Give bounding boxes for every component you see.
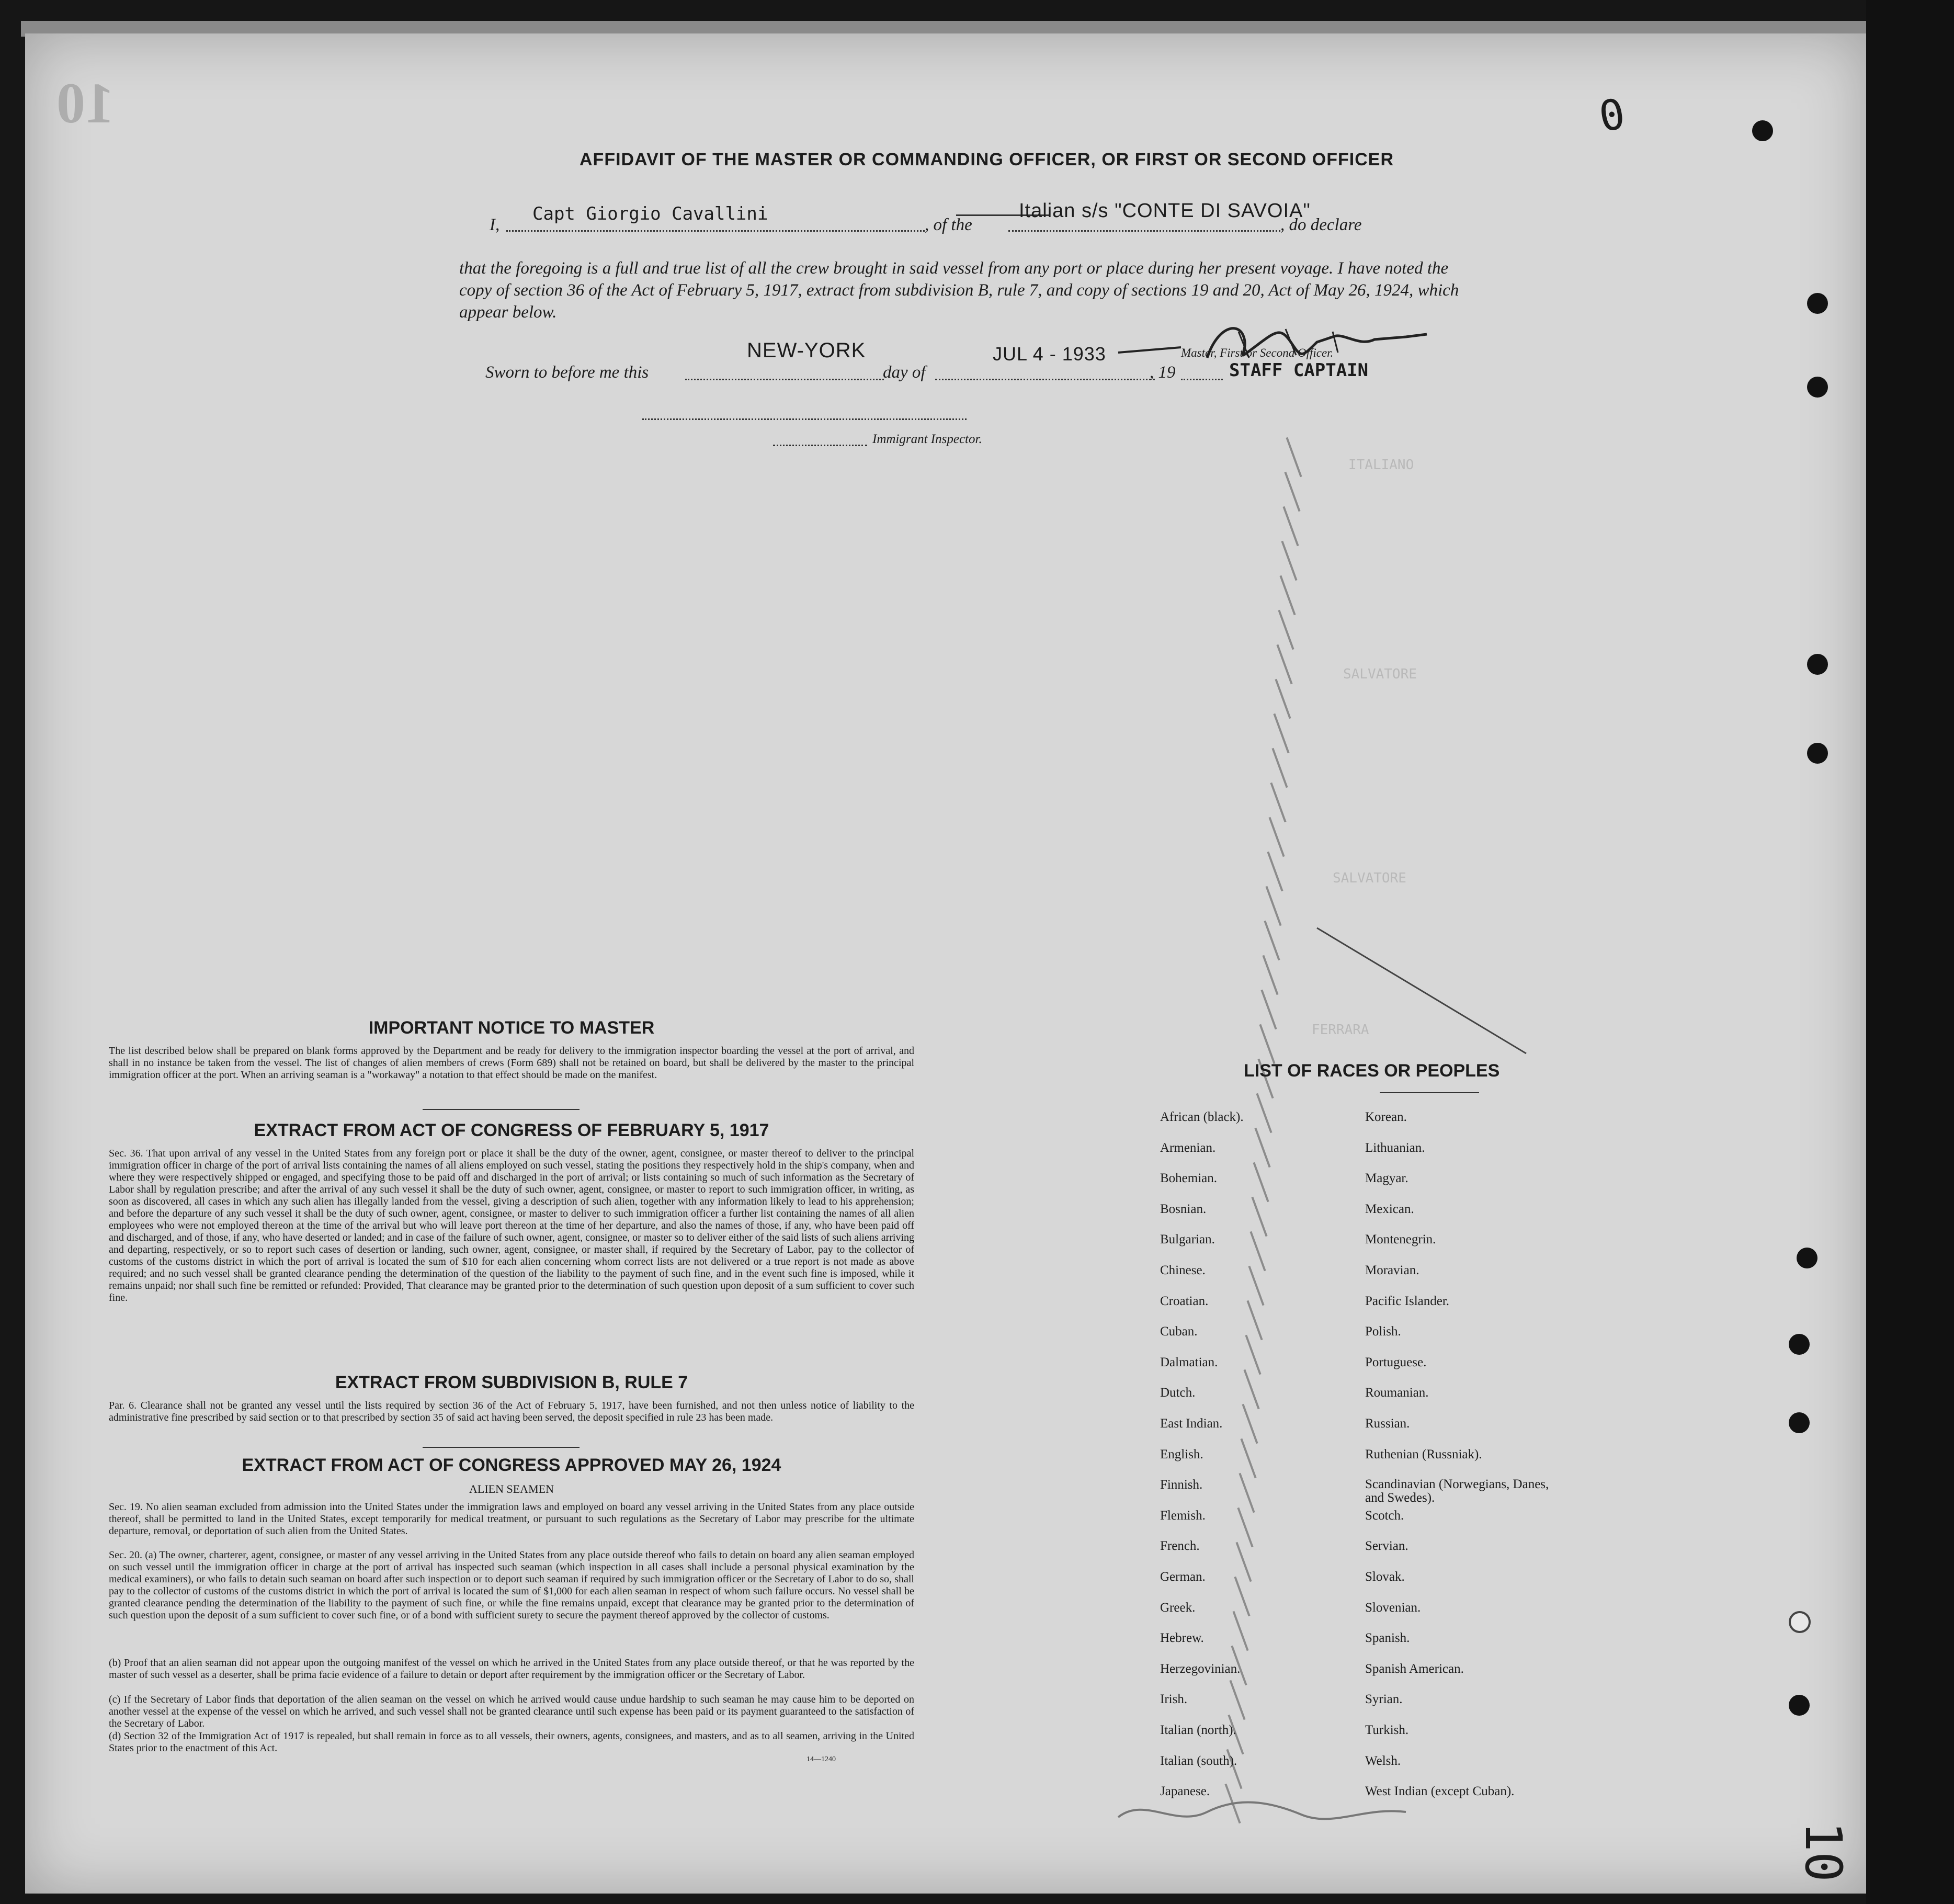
tally-stroke: [1282, 506, 1299, 547]
race-item: Mexican.: [1365, 1202, 1414, 1216]
tally-stroke: [1242, 1404, 1258, 1444]
tally-stroke: [1253, 1162, 1269, 1203]
race-item: Greek.: [1160, 1600, 1196, 1615]
tally-stroke: [1246, 1300, 1263, 1341]
tally-stroke: [1234, 1577, 1250, 1617]
extract-1917-heading: EXTRACT FROM ACT OF CONGRESS OF FEBRUARY 5, 1917: [254, 1120, 769, 1140]
race-item: Russian.: [1365, 1416, 1410, 1431]
race-item: Ruthenian (Russniak).: [1365, 1447, 1482, 1461]
rule7-rule: [423, 1447, 580, 1448]
race-item: Bosnian.: [1160, 1202, 1207, 1216]
race-item: Slovenian.: [1365, 1600, 1421, 1615]
sec20a-text: Sec. 20. (a) The owner, charterer, agent, consignee, or master of any vessel arriving in the United States from any place outside thereof who fails to detain on board any alien seaman employed on such vessel until the immigration officer in charge at the port of arrival has inspected such seaman (which inspection in all cases shall include a personal physical examination by the medical examiners), or who fails to detain such seaman on board after such inspection or to deport such seaman if required by such immigration officer or the Secretary of Labor to do so, shall pay to the collector of customs of the customs district in which the port of arrival is located the sum of $1,000 for each alien seaman in respect of whom such failure occurs. No vessel shall be granted clearance pending the determination of the liability to the payment of such fine, or while the fine remains unpaid, except that clearance may be granted prior to the determination of such question upon the deposit of a sum sufficient to cover such fine, or of a bond with sufficient surety to secure the payment thereof approved by the collector of customs.: [109, 1549, 914, 1621]
sec20b-text: (b) Proof that an alien seaman did not appear upon the outgoing manifest of the vessel on which he arrived in the United States from any place outside thereof, or that he was reported by the master of such vessel as a deserter, shall be prima facie evidence of a failure to detain or deport after requirement by the immigration officer or the Secretary of Labor.: [109, 1657, 914, 1681]
tally-stroke: [1235, 1542, 1252, 1582]
race-item: Herzegovinian.: [1160, 1661, 1241, 1676]
sworn-place: NEW-YORK: [747, 339, 866, 362]
year-label: , 19: [1150, 363, 1176, 382]
tally-stroke: [1278, 610, 1294, 650]
tally-stroke: [1264, 921, 1280, 961]
race-item: Montenegrin.: [1365, 1232, 1436, 1247]
tally-stroke: [1232, 1611, 1248, 1651]
tally-stroke: [1270, 783, 1286, 823]
race-item: Bohemian.: [1160, 1171, 1218, 1186]
tally-stroke: [1273, 713, 1289, 754]
sec19-text: Sec. 19. No alien seaman excluded from admission into the United States under the immigration laws and employed on board any vessel arriving in the United States from any place outside thereof, shall be permitted to land in the United States, except temporarily for medical treatment, or pursuant to such regulations as the Secretary of Labor may prescribe for the ultimate departure, removal, or deportation of such alien from the United States.: [109, 1501, 914, 1537]
race-item: German.: [1160, 1570, 1206, 1584]
race-item: Spanish.: [1365, 1631, 1410, 1646]
tally-stroke: [1265, 886, 1281, 926]
race-item: Korean.: [1365, 1110, 1407, 1124]
tally-stroke: [1279, 575, 1296, 616]
tally-stroke: [1243, 1369, 1259, 1410]
signature-caption: Master, First or Second Officer.: [1181, 346, 1334, 359]
scan-right-border: [1866, 0, 1954, 1904]
race-item: Cuban.: [1160, 1324, 1198, 1339]
race-item: Turkish.: [1365, 1723, 1409, 1737]
race-item: East Indian.: [1160, 1416, 1223, 1431]
race-item: Irish.: [1160, 1692, 1188, 1707]
sworn-date: JUL 4 - 1933: [993, 343, 1106, 365]
sec20c-text: (c) If the Secretary of Labor finds that deportation of the alien seaman on the vessel on which he arrived would cause undue hardship to such seaman he may cause him to be deported on another vessel at the expense of the vessel on which he arrived, and such vessel shall not be granted clearance until such expense has been paid or its payment guaranteed to the satisfaction of the Secretary of Labor.: [109, 1694, 914, 1729]
race-item: Polish.: [1365, 1324, 1401, 1339]
tally-stroke: [1262, 955, 1278, 995]
races-heading: LIST OF RACES OR PEOPLES: [1244, 1061, 1500, 1081]
year-line: [1181, 379, 1223, 380]
race-item: Italian (north).: [1160, 1723, 1236, 1737]
extract-rule7-heading: EXTRACT FROM SUBDIVISION B, RULE 7: [335, 1373, 688, 1392]
race-item: Slovak.: [1365, 1570, 1405, 1584]
race-item: Dutch.: [1160, 1386, 1196, 1400]
binder-hole: [1752, 120, 1773, 141]
binder-hole: [1807, 743, 1828, 764]
race-item: Magyar.: [1365, 1171, 1408, 1186]
manifest-page: 10 AFFIDAVIT OF THE MASTER OR COMMANDING OFFICER, OR FIRST OR SECOND OFFICER I, Capt Giorgio Cavallini , of the Italian s/s "CONTE DI SAVOIA" , do declare that the foregoing is a full and true list of all the crew brought in said vessel from any port or place during her present voyage. I have noted the copy of section 36 of the Act of February 5, 1917, extract from subdivision B, rule 7, and copy of sections 19 and 20, Act of May 26, 1924, which appear below. Sworn to before me this NEW-YORK day of JUL 4 - 1933 , 19 Master, First or Second Officer. STAFF CAPTAIN Immigrant Inspector. ITALIANO SALVATORE SALVATORE FERRARA IMPORTANT NOTICE TO MASTER The list described below shall be prepared on blank forms approved by the Department and be ready for delivery to the immigration inspector boarding the vessel at the port of arrival, and shall in no instance be taken from the vessel. The list of changes of alien members of crews (Form 689) shall not be retained on board, but shall be delivered by the master to the principal immigration officer at the port. When an arriving seaman is a "workaway" a notation to that effect should be made on the manifest. EXTRACT FROM ACT OF CONGRESS OF FEBRUARY 5, 1917 Sec. 36. That upon arrival of any vessel in the United States from any foreign port or place it shall be the duty of the owner, agent, consignee, or master thereof to deliver to the principal immigration officer in charge of the port of arrival lists containing the names of all aliens employed on such vessel, stating the positions they respectively hold in the ship's company, when and where they were respectively shipped or engaged, and specifying those to be paid off and discharged in the port of arrival; or lists containing so much of such information as the Secretary of Labor shall by regulation prescribe; and after the arrival of any such vessel it shall be the duty of such owner, agent, consignee, or master to report to such immigration officer, in writing, as soon as discovered, all cases in which any such alien has illegally landed from the vessel, giving a description of such alien, together with any information likely to lead to his apprehension; and before the departure of any such vessel it shall be the duty of such owner, agent, consignee, or master to deliver to such immigration officer a further list containing the names of all alien employees who were not employed thereon at the time of the arrival but who will leave port thereon at the time of her departure, and also the names of those, if any, who have been paid off and discharged, and of those, if any, who have deserted or landed; and in case of the failure of such owner, agent, consignee, or master so to deliver either of the said lists of such aliens arriving and departing, respectively, or so to report such cases of desertion or landing, such owner, agent, consignee, or master shall, if required by the Secretary of Labor, pay to the collector of customs of the customs district in which the port of arrival is located the sum of $10 for each alien concerning whom correct lists are not delivered or a true report is not made as above required; and no such vessel shall be granted clearance pending the determination of the question of the liability to the payment of such fine, and in the event such fine is imposed, while it remains unpaid; nor shall such fine be remitted or refunded: Provided, That clearance may be granted prior to the determination of such question upon deposit of a sum sufficient to cover such fine. EXTRACT FROM SUBDIVISION B, RULE 7 Par. 6. Clearance shall not be granted any vessel until the lists required by section 36 of the Act of February 5, 1917, have been furnished, and not then unless notice of liability to the administrative fine prescribed by said section or to that prescribed by section 35 of said act having been served, the deposit specified in rule 23 has been made. EXTRACT FROM ACT OF CONGRESS APPROVED MAY 26, 1924 ALIEN SEAMEN Sec. 19. No alien seaman excluded from admission into the United States under the immigration laws and employed on board any vessel arriving in the United States from any place outside thereof, shall be permitted to land in the United States, except temporarily for medical treatment, or pursuant to such regulations as the Secretary of Labor may prescribe for the ultimate departure, removal, or deportation of such alien from the United States. Sec. 20. (a) The owner, charterer, agent, consignee, or master of any vessel arriving in the United States from any place outside thereof who fails to detain on board any alien seaman employed on such vessel until the immigration officer in charge at the port of arrival has inspected such seaman (which inspection in all cases shall include a personal physical examination by the medical examiners), or who fails to detain such seaman on board after such inspection or to deport such seaman if required by such immigration officer or the Secretary of Labor to do so, shall pay to the collector of customs of the customs district in which the port of arrival is located the sum of $1,000 for each alien seaman in respect of whom such failure occurs. No vessel shall be granted clearance pending the determination of the liability to the payment of such fine, or while the fine remains unpaid, except that clearance may be granted prior to the determination of such question upon the deposit of a sum sufficient to cover such fine, or of a bond with sufficient surety to secure the payment thereof approved by the collector of customs. (b) Proof that an alien seaman did not appear upon the outgoing manifest of the vessel on which he arrived in the United States from any place outside thereof, or that he was reported by the master of such vessel as a deserter, shall be prima facie evidence of a failure to detain or deport after requirement by the immigration officer or the Secretary of Labor. (c) If the Secretary of Labor finds that deportation of the alien seaman on the vessel on which he arrived would cause undue hardship to such seaman he may cause him to be deported on another vessel at the expense of the vessel on which he arrived, and such vessel shall not be granted clearance until such expense has been paid or its payment guaranteed to the satisfaction of the Secretary of Labor. (d) Section 32 of the Immigration Act of 1917 is repealed, but shall remain in force as to all vessels, their owners, agents, consignees, and masters, and as to all seamen, arriving in the United States prior to the enactment of this Act. 14—1240 LIST OF RACES OR PEOPLES African (black). Armenian. Bohemian. Bosnian. Bulgarian. Chinese. Croatian. Cuban. Dalmatian. Dutch. East Indian. English. Finnish. Flemish. French. German. Greek. Hebrew. Herzegovinian. Irish. Italian (north). Italian (south). Japanese. Korean. Lithuanian. Magyar. Mexican. Montenegrin. Moravian. Pacific Islander. Polish. Portuguese. Roumanian. Russian. Ruthenian (Russniak). Scandinavian (Norwegians, Danes, and Swedes). Scotch. Servian. Slovak. Slovenian. Spanish. Spanish American. Syrian. Turkish. Welsh. West Indian (except Cuban). 0 10: [25, 33, 1866, 1894]
binder-hole: [1789, 1412, 1810, 1433]
race-item: Welsh.: [1365, 1753, 1401, 1768]
master-name: Capt Giorgio Cavallini: [532, 203, 768, 224]
race-item: Roumanian.: [1365, 1386, 1429, 1400]
race-item: Flemish.: [1160, 1508, 1206, 1523]
notice-heading: IMPORTANT NOTICE TO MASTER: [368, 1018, 655, 1038]
binder-hole: [1807, 654, 1828, 675]
race-item: Dalmatian.: [1160, 1355, 1218, 1369]
of-the-label: , of the: [925, 216, 972, 234]
corner-handwritten-mark: 0: [1595, 89, 1629, 142]
tally-stroke: [1271, 748, 1288, 788]
race-item: African (black).: [1160, 1110, 1244, 1124]
diagonal-pen-stroke: [1312, 923, 1531, 1059]
tally-stroke: [1245, 1335, 1261, 1375]
binder-hole: [1807, 293, 1828, 314]
tally-stroke: [1275, 679, 1291, 719]
race-item: Bulgarian.: [1160, 1232, 1215, 1247]
race-item: Syrian.: [1365, 1692, 1403, 1707]
tally-stroke: [1240, 1438, 1256, 1479]
inspector-signature-line: [642, 418, 967, 420]
sworn-label: Sworn to before me this: [485, 363, 649, 382]
mirrored-page-number: 10: [56, 71, 114, 135]
race-item: West Indian (except Cuban).: [1365, 1784, 1515, 1799]
tally-stroke: [1229, 1680, 1245, 1720]
race-item: French.: [1160, 1539, 1200, 1554]
race-item: Italian (south).: [1160, 1753, 1237, 1768]
extract-1917-body: Sec. 36. That upon arrival of any vessel in the United States from any foreign port or place it shall be the duty of the owner, agent, consignee, or master thereof to deliver to the principal immigration officer in charge of the port of arrival lists containing the names of all aliens employed on such vessel, stating the positions they respectively hold in the ship's company, when and where they were respectively shipped or engaged, and specifying those to be paid off and discharged in the port of arrival; or lists containing so much of such information as the Secretary of Labor shall by regulation prescribe; and after the arrival of any such vessel it shall be the duty of such owner, agent, consignee, or master to report to such immigration officer, in writing, as soon as discovered, all cases in which any such alien has illegally landed from the vessel, giving a description of such alien, together with any information likely to lead to his apprehension; and before the departure of any such vessel it shall be the duty of such owner, agent, consignee, or master to deliver to such immigration officer a further list containing the names of all alien employees who were not employed thereon at the time of the arrival but who will leave port thereon at the time of her departure, and also the names of those, if any, who have been paid off and discharged, and of those, if any, who have deserted or landed; and in case of the failure of such owner, agent, consignee, or master so to deliver either of the said lists of such aliens arriving and departing, respectively, or so to report such cases of desertion or landing, such owner, agent, consignee, or master shall, if required by the Secretary of Labor, pay to the collector of customs of the customs district in which the port of arrival is located the sum of $10 for each alien concerning whom correct lists are not delivered or a true report is not made as above required; and no such vessel shall be granted clearance pending the determination of the question of the liability to the payment of such fine, and in the event such fine is imposed, while it remains unpaid; nor shall such fine be remitted or refunded: Provided, That clearance may be granted prior to the determination of such question upon deposit of a sum sufficient to cover such fine.: [109, 1148, 914, 1304]
tally-stroke: [1281, 541, 1297, 581]
signer-title: STAFF CAPTAIN: [1229, 360, 1369, 381]
binder-hole: [1789, 1611, 1811, 1633]
tally-stroke: [1268, 817, 1285, 857]
tally-stroke: [1256, 1093, 1272, 1134]
races-rule: [1380, 1092, 1479, 1093]
tally-stroke: [1260, 990, 1277, 1030]
notice-body: The list described below shall be prepared on blank forms approved by the Department and be ready for delivery to the immigration inspector boarding the vessel at the port of arrival, and shall in no instance be taken from the vessel. The list of changes of alien members of crews (Form 689) shall not be retained on board, but shall be delivered by the master to the principal immigration officer at the port. When an arriving seaman is a "workaway" a notation to that effect should be made on the manifest.: [109, 1045, 914, 1081]
binder-hole: [1789, 1334, 1810, 1355]
race-item: Spanish American.: [1365, 1661, 1464, 1676]
tally-stroke: [1239, 1473, 1255, 1513]
inspector-short-line: [773, 445, 867, 446]
tally-stroke: [1286, 437, 1302, 478]
inspector-caption: Immigrant Inspector.: [872, 432, 982, 446]
tally-stroke: [1259, 1024, 1275, 1064]
tally-stroke: [1276, 644, 1292, 685]
tally-stroke: [1284, 472, 1300, 512]
notice-rule: [423, 1109, 580, 1110]
form-number: 14—1240: [806, 1755, 836, 1763]
binder-hole: [1789, 1695, 1810, 1716]
i-label: I,: [490, 216, 500, 234]
tally-stroke: [1251, 1197, 1267, 1237]
do-declare-label: , do declare: [1280, 216, 1362, 234]
race-item: Scotch.: [1365, 1508, 1404, 1523]
race-item: English.: [1160, 1447, 1203, 1461]
race-item: Armenian.: [1160, 1140, 1216, 1155]
place-line: [685, 379, 884, 380]
vessel-name: Italian s/s "CONTE DI SAVOIA": [1019, 200, 1311, 222]
race-item: Moravian.: [1365, 1263, 1419, 1277]
race-item: Japanese.: [1160, 1784, 1210, 1799]
vessel-line: [1008, 230, 1280, 232]
race-item: Portuguese.: [1365, 1355, 1427, 1369]
declaration-text: that the foregoing is a full and true list of all the crew brought in said vessel from any port or place during her present voyage. I have noted the copy of section 36 of the Act of February 5, 1917, extract from subdivision B, rule 7, and copy of sections 19 and 20, Act of May 26, 1924, which appear below.: [459, 259, 1459, 322]
day-of-label: day of: [883, 363, 926, 382]
extract-rule7-body: Par. 6. Clearance shall not be granted any vessel until the lists required by section 36 of the Act of February 5, 1917, have been furnished, and not then unless notice of liability to the administrative fine prescribed by said section or to that prescribed by section 35 of said act having been served, the deposit specified in rule 23 has been made.: [109, 1400, 914, 1423]
binder-hole: [1797, 1248, 1817, 1268]
race-item: Servian.: [1365, 1539, 1408, 1554]
race-item: Croatian.: [1160, 1294, 1209, 1308]
tally-stroke: [1237, 1508, 1253, 1548]
race-item: Scandinavian (Norwegians, Danes, and Swedes).: [1365, 1477, 1549, 1505]
affidavit-heading: AFFIDAVIT OF THE MASTER OR COMMANDING OFFICER, OR FIRST OR SECOND OFFICER: [580, 150, 1394, 169]
tally-stroke: [1267, 852, 1283, 892]
race-item: Pacific Islander.: [1365, 1294, 1450, 1308]
extract-1924-heading: EXTRACT FROM ACT OF CONGRESS APPROVED MAY 26, 1924: [242, 1455, 781, 1475]
bottom-right-handwritten-mark: 10: [1793, 1821, 1853, 1882]
date-line: [935, 379, 1155, 380]
alien-seamen-subheading: ALIEN SEAMEN: [469, 1482, 554, 1495]
binder-hole: [1807, 377, 1828, 398]
race-item: Chinese.: [1160, 1263, 1206, 1277]
bottom-scribble: [1113, 1791, 1427, 1833]
sec20d-text: (d) Section 32 of the Immigration Act of 1917 is repealed, but shall remain in force as to all vessels, their owners, agents, consignees, and masters, and as to all seamen, arriving in the United States prior to the enactment of this Act.: [109, 1730, 914, 1754]
tally-stroke: [1248, 1266, 1264, 1306]
race-item: Finnish.: [1160, 1478, 1203, 1492]
name-line: [506, 230, 925, 232]
tally-stroke: [1254, 1128, 1270, 1168]
race-item: Lithuanian.: [1365, 1140, 1425, 1155]
race-item: Hebrew.: [1160, 1631, 1204, 1646]
tally-stroke: [1249, 1231, 1266, 1272]
